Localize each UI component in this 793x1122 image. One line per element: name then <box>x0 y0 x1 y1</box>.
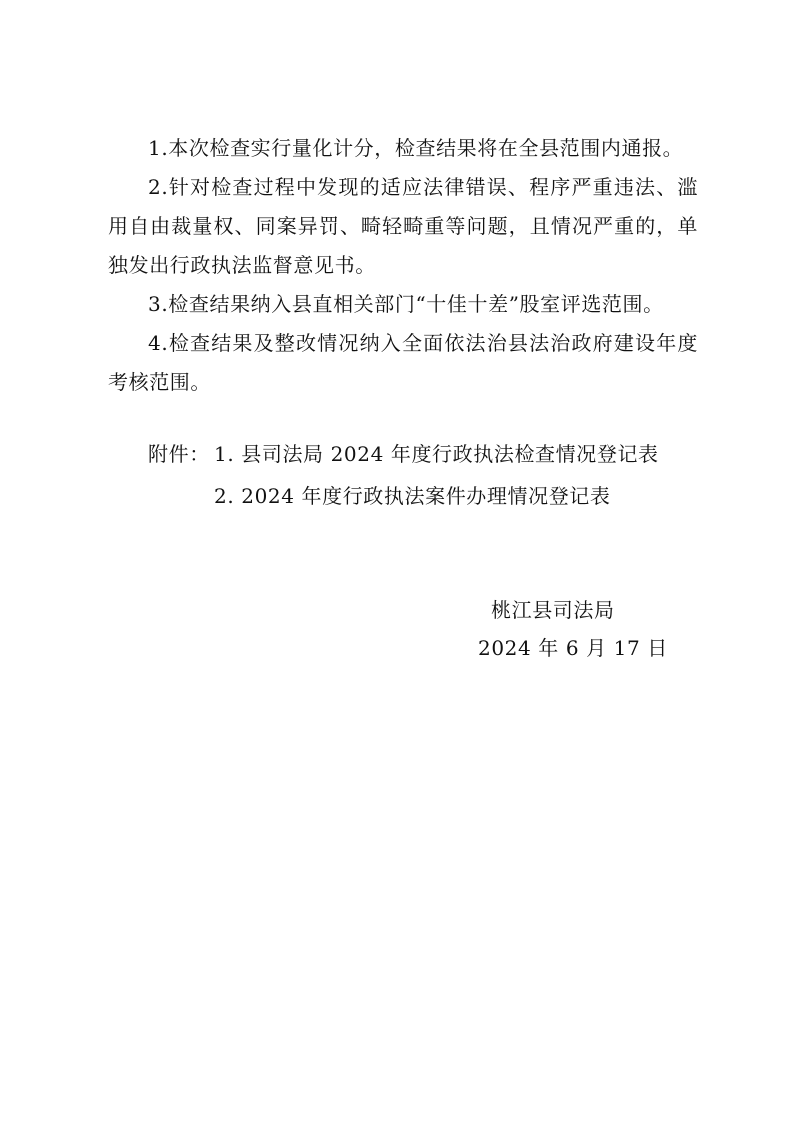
attachment-item-1: 1. 县司法局 2024 年度行政执法检查情况登记表 <box>214 442 659 466</box>
body-paragraph-4: 4.检查结果及整改情况纳入全面依法治县法治政府建设年度考核范围。 <box>108 331 698 394</box>
body-paragraph-3: 3.检查结果纳入县直相关部门“十佳十差”股室评选范围。 <box>148 292 664 316</box>
body-paragraph-2: 2.针对检查过程中发现的适应法律错误、程序严重违法、滥用自由裁量权、同案异罚、畸轻畸重等问题，且情况严重的，单独发出行政执法监督意见书。 <box>108 175 698 277</box>
attachments-label: 附件： <box>148 442 210 466</box>
body-paragraph-1: 1.本次检查实行量化计分，检查结果将在全县范围内通报。 <box>148 136 684 160</box>
attachment-item-2: 2. 2024 年度行政执法案件办理情况登记表 <box>214 484 611 508</box>
signature-date: 2024 年 6 月 17 日 <box>478 636 668 660</box>
signature-organization: 桃江县司法局 <box>491 598 615 622</box>
